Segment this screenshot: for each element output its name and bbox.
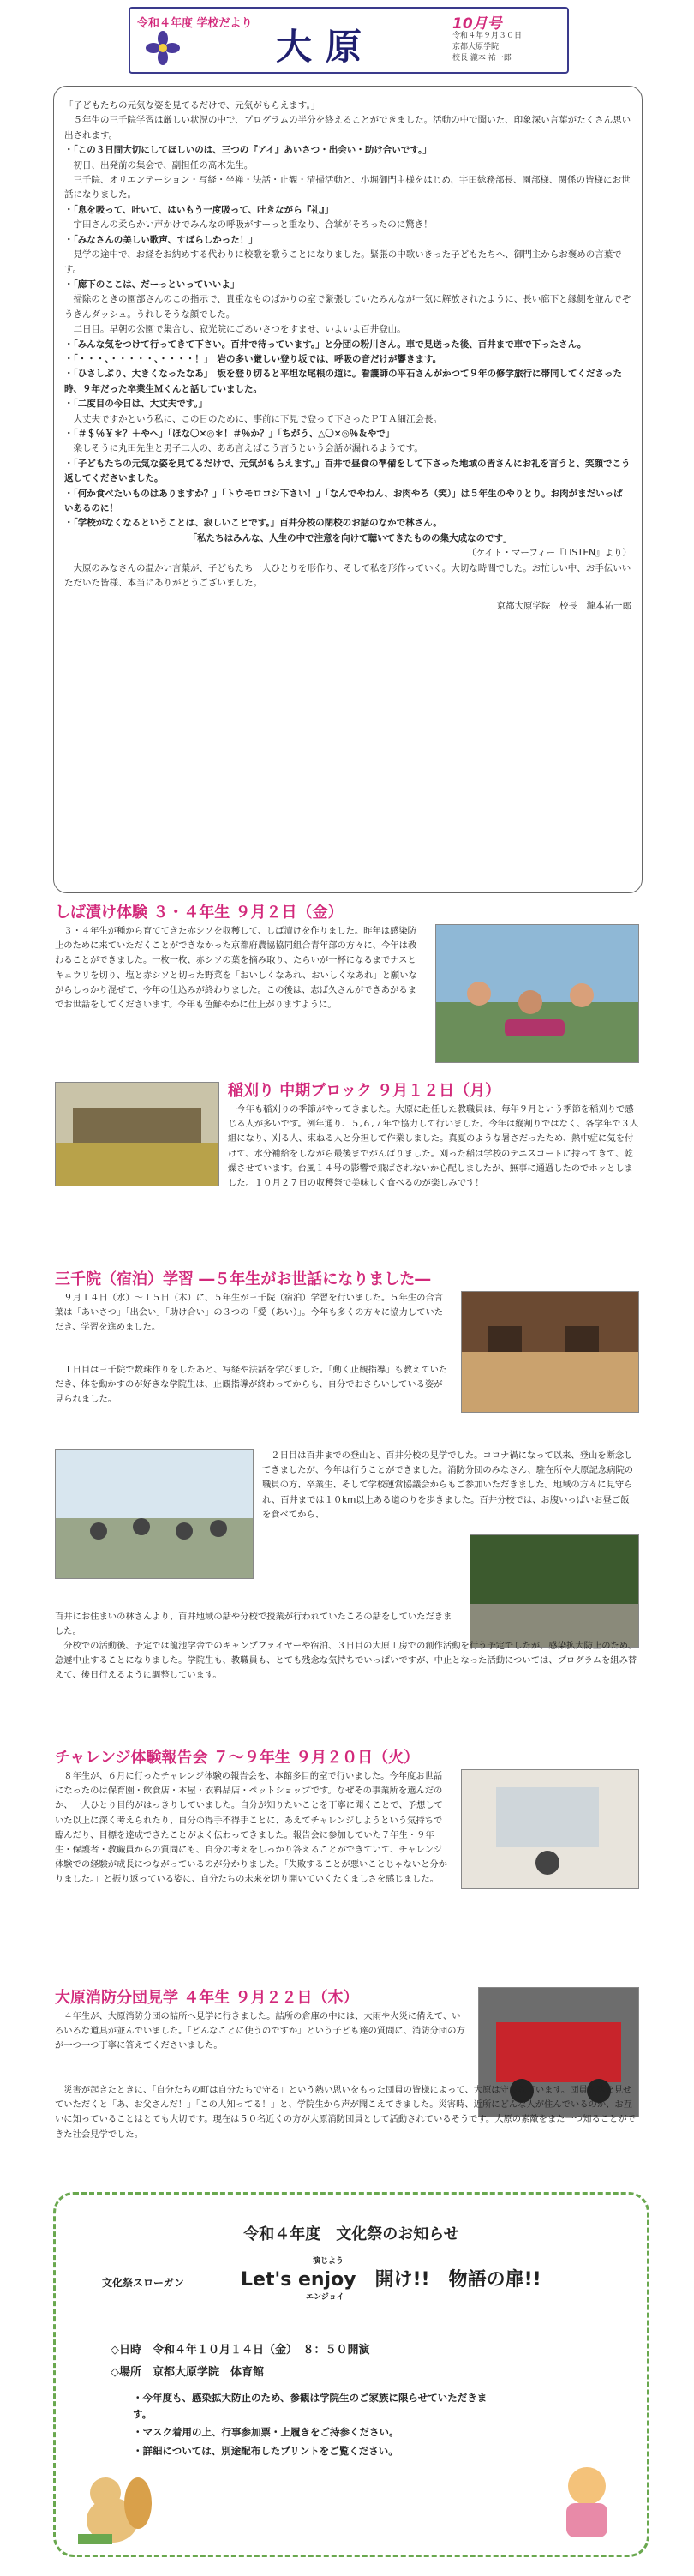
header-subtitle: 令和４年度 学校だより [137, 17, 253, 30]
slogan-label: 文化祭スローガン [102, 2277, 184, 2289]
festival-place: ◇場所 京都大原学院 体育館 [111, 2366, 264, 2379]
school-emblem-icon [146, 31, 180, 65]
photo-shibazuke [435, 924, 639, 1063]
principal-message [64, 99, 631, 615]
message-paragraph: 掃除のときの園部さんのこの指示で、貴重なものばかりの室で緊張していたみんなが一気に解放されたように、長い廊下と縁側を並んでぞうきんダッシュ。うれしそうな顔でした。 [64, 294, 631, 320]
principal-message-box [53, 86, 643, 893]
principal-name: 校長 瀧本 祐一郎 [452, 54, 512, 63]
section-text-fire: ４年生が、大原消防分団の詰所へ見学に行きました。詰所の倉庫の中には、大雨や火災に備えて、いろいろな道具が並んでいました。「どんなことに使うのですか」という子ども達の質問に、消防分団の方が一つ一つ丁寧に答えてくださいました。 [55, 2011, 465, 2051]
message-paragraph: ・「ひさしぶり、大きくなったなあ」 坂を登り切ると平坦な尾根の道に。看護師の平石さんがかつて９年の修学旅行に帯同してくださった時、９年だった卒業生Ｍくんと話していました。 [64, 369, 622, 394]
message-paragraph: 二日目。早朝の公園で集合し、寂光院にごあいさつをすませ、いよいよ百井登山。 [64, 324, 406, 335]
squirrel-illustration-icon [61, 2452, 164, 2546]
festival-note-3: ・詳細については、別途配布したプリントをご覧ください。 [133, 2445, 398, 2457]
section-title-fire: 大原消防分団見学 ４年生 ９月２２日（木） [55, 1989, 359, 2007]
slogan-text: Let's enjoy 開け!! 物語の扉!! [241, 2269, 541, 2291]
festival-notice-box [53, 2192, 649, 2557]
message-paragraph: ・「・・・、・・・・・、・・・・！」 岩の多い厳しい登り坂では、呼吸の音だけが響きます。 [64, 353, 442, 364]
message-paragraph: 三千院、オリエンテーション・写経・坐禅・法話・止観・清掃活動と、小堀御門主様をはじめ、宇田総務部長、園部様、関係の皆様にお世話になりました。 [64, 175, 631, 201]
message-paragraph: ・「息を吸って、吐いて、はいもう一度吸って、吐きながら『礼』」 [64, 204, 334, 215]
message-paragraph: 初日、出発前の集会で、副担任の高木先生。 [64, 159, 254, 171]
message-paragraph: ・「何か食べたいものはありますか？」「トウモロコシ下さい！」「なんでやねん、お肉やろ（笑）」は５年生のやりとり。お肉がまだいっぱいあるのに！ [64, 488, 623, 513]
message-paragraph: 楽しそうに丸田先生と男子二人の、ああ言えばこう言うという会話が漏れるようです。 [64, 443, 423, 454]
photo-sanzenin-walk [470, 1534, 639, 1648]
message-paragraph: ・「学校がなくなるということは、寂しいことです。」百井分校の閉校のお話のなかで林さん。 [64, 518, 442, 529]
message-paragraph: ・「二度目の今日は、大丈夫です。」 [64, 399, 208, 410]
newsletter-header [129, 7, 569, 74]
slogan-ruby-top: 演じよう [313, 2257, 344, 2266]
message-paragraph: 「私たちはみんな、人生の中で注意を向けて聴いてきたものの集大成なのです」 [183, 532, 512, 543]
photo-sanzenin-hall [461, 1291, 639, 1413]
section-text-sanzenin-3: ２日目は百井までの登山と、百井分校の見学でした。コロナ禍になって以来、登山を断念してきましたが、今年は行うことができました。消防分団のみなさん、駐在所や大原記念病院の職員の方、卒業生、そして学校運営協議会からもご参加いただきました。地域の方々に見守られ、百井までは１０km以上ある道のりを歩きました。百井分校では、お腹いっぱいお昼ご飯を食べてから、 [262, 1450, 634, 1520]
photo-sanzenin-hike [55, 1449, 254, 1579]
section-text-fire-2: 災害が起きたときに、「自分たちの町は自分たちで守る」という熱い思いをもった団員の皆様によって、大原は守られています。団員名簿を見せていただくと「あ、お父さんだ！」「この人知ってる！」と、学院生から声が聞こえてきました。災害時、近所にどんな人が住んでいるのか、お互いに知っていることはとても大切です。現在は５０名近くの方が大原消防団員として活動されているそうです。大原の素敵をまた一つ知ることができた社会見学でした。 [55, 2085, 636, 2140]
section-text-sanzenin-1: ９月１４日（水）～１５日（木）に、５年生が三千院（宿泊）学習を行いました。５年生の合言葉は「あいさつ」「出会い」「助け合い」の３つの「愛（あい）」。今年も多くの方々に協力していただき、学習を進めました。 [55, 1293, 444, 1333]
section-title-challenge: チャレンジ体験報告会 ７～９年生 ９月２０日（火） [55, 1749, 420, 1767]
festival-date: ◇日時 令和４年１０月１４日（金） ８：５０開演 [111, 2344, 370, 2357]
message-paragraph: 「子どもたちの元気な姿を見てるだけで、元気がもらえます。」 [64, 100, 320, 111]
message-paragraph: ５年生の三千院学習は厳しい状況の中で、プログラムの半分を終えることができました。活動の中で聞いた、印象深い言葉がたくさん思い出されます。 [64, 115, 631, 141]
message-paragraph: ・「みんな気をつけて行ってきて下さい。百井で待っています。」と分団の粉川さん。車で見送った後、百井まで車で下ったさん。 [64, 339, 587, 350]
school-name: 京都大原学院 [452, 43, 500, 51]
issue-label: 10月号 [452, 15, 502, 33]
section-title-inekari: 稲刈り 中期ブロック ９月１２日（月） [228, 1082, 501, 1100]
section-title-sanzenin: 三千院（宿泊）学習 ―５年生がお世話になりました― [55, 1270, 431, 1288]
message-paragraph: 宇田さんの柔らかい声かけでみんなの呼吸がすーっと重なり、合掌がそろったのに驚き！ [64, 219, 433, 231]
message-paragraph: ・「この３日間大切にしてほしいのは、三つの『アイ』あいさつ・出会い・助け合いです。」 [64, 145, 432, 156]
fairy-tale-character-icon [535, 2452, 638, 2546]
message-paragraph: （ケイト・マーフィー『LISTEN』より） [467, 548, 631, 559]
section-text-sanzenin-2: １日目は三千院で数珠作りをしたあと、写経や法話を学びました。「動く止観指導」も教えていただき、体を動かすのが好きな学院生は、止観指導が終わってからも、自分でおさらいしている姿が見られました。 [55, 1365, 448, 1405]
header-title: 大原 [276, 26, 376, 68]
festival-note-2: ・マスク着用の上、行事参加票・上履きをご持参ください。 [133, 2426, 399, 2438]
photo-challenge [461, 1769, 639, 1889]
section-text-challenge: ８年生が、６月に行ったチャレンジ体験の報告会を、本館多目的室で行いました。今年度お世話になったのは保育園・飲食店・本屋・衣料品店・ペットショップです。なぜその事業所を選んだのか、一人ひとり目的がはっきりしていました。自分が知りたいことを丁寧に聞くことで、予想していた以上に深く考えられたり、自分の得手不得手ことに、あえてチャレンジしようという気持ちで臨んだり、目標を達成できたことがよく伝わってきました。報告会に参加していた７年生・９年生・保護者・教職員からの質問にも、自分の考えをしっかり答えることができていて、チャレンジ体験での経験が成長につながっているのが分かりました。「失敗することが悪いことじゃないと分かりました。」と振り返っている姿に、自分たちの未来を切り開いていくたくましさを感じました。 [55, 1771, 448, 1885]
slogan-ruby-bottom: エンジョイ [306, 2293, 344, 2302]
message-paragraph: ・「子どもたちの元気な姿を見てるだけで、元気がもらえます。」百井で昼食の準備をして下さった地域の皆さんにお礼を言うと、笑顔でこう返してくださいました。 [64, 458, 631, 484]
issue-date: 令和４年９月３０日 [452, 32, 523, 40]
section-title-shibazuke: しば漬け体験 ３・４年生 ９月２日（金） [55, 904, 344, 922]
section-text-sanzenin-4: 百井にお住まいの林さんより、百井地域の話や分校で授業が行われていたころの話をしていただきました。 [55, 1612, 452, 1637]
message-paragraph: 大丈夫ですかという私に、この日のために、事前に下見で登って下さったＰＴＡ細江会長。 [64, 413, 442, 424]
photo-inekari [55, 1082, 219, 1186]
message-paragraph: ・「＃＄％￥＊？＋やへ」「ほな〇×◎＊！＃％か？」「ちがう、△〇×◎％＆やで」 [64, 428, 395, 439]
message-paragraph: ・「廊下のここは、だーっといっていいよ」 [64, 279, 240, 290]
message-paragraph: ・「みなさんの美しい歌声、すばらしかった！」 [64, 234, 258, 245]
festival-heading: 令和４年度 文化祭のお知らせ [243, 2225, 459, 2243]
section-text-sanzenin-5: 分校での活動後、予定では龍池学舎でのキャンプファイヤーや宿泊、３日目の大原工房での創作活動を行う予定でしたが、感染拡大防止のため、急遽中止することになりました。学院生も、教職員も、とても残念な気持ちでいっぱいですが、中止となった活動については、プログラムを組み替えて、後日行えるように調整しています。 [55, 1641, 637, 1681]
section-text-shibazuke: ３・４年生が種から育ててきた赤シソを収穫して、しば漬けを作りました。昨年は感染防止のために来ていただくことができなかった京都府農協協同組合青年部の方々に、今年は教わることができました。一枚一枚、赤シソの葉を摘み取り、たらいが一杯になるまでナスとキュウリを切り、塩と赤シソと切った野菜を「おいしくなあれ、おいしくなあれ」と願いながらしっかり混ぜて、今年の仕込みが終わりました。この後は、志ば久さんができあがるまでお世話をしてくださいます。今年も色鮮やかに仕上がりますように。 [55, 926, 417, 1011]
festival-note-1: ・今年度も、感染拡大防止のため、参観は学院生のご家族に限らせていただきます。 [133, 2392, 488, 2420]
section-text-inekari: 今年も稲刈りの季節がやってきました。大原に赴任した教職員は、毎年９月という季節を稲刈りで感じる人が多いです。例年通り、５,６,７年で協力して行いました。今年は縦割りではなく、各学年で３人組になり、刈る人、束ねる人と分担して作業しました。真夏のような暑さだったため、熱中症に気を付けて、水分補給をしながら最後までがんばりました。刈った稲は学校のテニスコートに持ってきて、乾燥させています。台風１４号の影響で飛ばされないか心配しましたが、無事に通過したのでホッとしました。１０月２７日の収穫祭で美味しく食べるのが楽しみです！ [228, 1104, 639, 1189]
principal-signature: 京都大原学院 校長 瀧本祐一郎 [496, 601, 631, 612]
message-paragraph: 見学の途中で、お経をお納めする代わりに校歌を歌うことになりました。緊張の中歌いきった子どもたちへ、御門主からお褒めの言葉です。 [64, 249, 622, 275]
message-paragraph: 大原のみなさんの温かい言葉が、子どもたち一人ひとりを形作り、そして私を形作っていく。大切な時間でした。お忙しい中、お手伝いいただいた皆様、本当にありがとうございました。 [64, 562, 631, 588]
header-meta [452, 31, 522, 64]
